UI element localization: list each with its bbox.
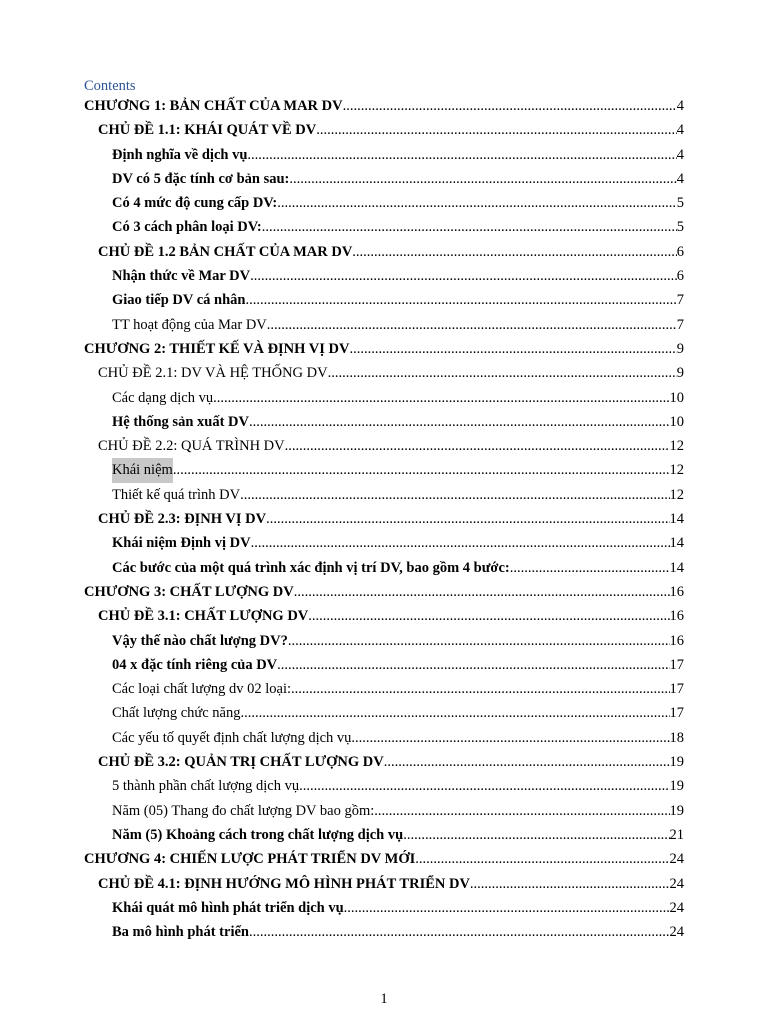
toc-entry-title: 5 thành phần chất lượng dịch vụ [112,778,300,795]
toc-entry[interactable] [112,677,684,701]
toc-entry-title: CHỦ ĐỀ 2.2: QUÁ TRÌNH DV [98,438,285,455]
toc-entry-title: Các bước của một quá trình xác định vị trí DV, bao gồm 4 bước: [112,559,510,576]
toc-dot-leader [247,143,676,167]
toc-entry-title: Hệ thống sản xuất DV [112,413,249,430]
toc-entry[interactable] [112,726,684,750]
toc-entry-page: 17 [669,656,684,673]
toc-dot-leader [245,288,676,312]
toc-entry-page: 17 [669,705,684,722]
toc-entry-page: 24 [669,899,684,916]
toc-entry-page: 24 [669,924,684,941]
toc-entry-page: 19 [669,754,684,771]
toc-entry-page: 14 [669,511,684,528]
toc-entry[interactable] [112,920,684,944]
toc-entry-title: Có 3 cách phân loại DV: [112,219,262,236]
toc-entry-page: 5 [676,195,684,212]
toc-entry-page: 6 [676,243,684,260]
toc-entry-title: Ba mô hình phát triển [112,924,249,941]
toc-entry-page: 4 [676,98,684,114]
toc-entry-page: 4 [676,146,684,163]
toc-entry-title: CHƯƠNG 4: CHIẾN LƯỢC PHÁT TRIỂN DV MỚI [84,851,416,868]
toc-entry-title: Khái quát mô hình phát triển dịch vụ [112,899,344,916]
toc-dot-leader [213,386,669,410]
toc-dot-leader [240,701,669,725]
toc-entry-page: 14 [669,535,684,552]
toc-entry-title: CHỦ ĐỀ 2.3: ĐỊNH VỊ DV [98,511,267,528]
toc-dot-leader [262,215,677,239]
toc-entry-page: 17 [669,681,684,698]
toc-entry[interactable] [112,386,684,410]
toc-entry-page: 19 [669,778,684,795]
toc-entry-page: 9 [676,340,684,357]
toc-dot-leader [470,872,670,896]
toc-entry[interactable] [112,313,684,337]
toc-entry-page: 16 [669,583,684,600]
toc-entry[interactable] [112,288,684,312]
toc-entry-page: 16 [669,632,684,649]
toc-entry-title: Các dạng dịch vụ [112,389,214,406]
toc-dot-leader [299,774,669,798]
toc-entry[interactable] [84,94,684,118]
toc-entry-page: 4 [676,122,684,139]
toc-entry-title: Có 4 mức độ cung cấp DV: [112,195,278,212]
toc-entry-title: Khái niệm [112,458,173,482]
toc-entry-title: CHỦ ĐỀ 2.1: DV VÀ HỆ THỐNG DV [98,365,328,382]
toc-entry[interactable] [112,264,684,288]
toc-entry-page: 24 [669,875,684,892]
toc-dot-leader [249,410,670,434]
toc-entry-title: Nhận thức về Mar DV [112,268,251,285]
toc-entry-title: Vậy thế nào chất lượng DV? [112,632,288,649]
toc-dot-leader [352,240,676,264]
toc-entry[interactable] [112,215,684,239]
toc-entry[interactable] [112,653,684,677]
toc-dot-leader [328,361,677,385]
toc-dot-leader [251,531,670,555]
toc-dot-leader [316,118,677,142]
toc-entry-title: DV có 5 đặc tính cơ bản sau: [112,170,290,187]
toc-dot-leader [374,799,669,823]
toc-entry[interactable] [112,167,684,191]
toc-entry-page: 6 [676,268,684,285]
toc-entry-title: CHƯƠNG 1: BẢN CHẤT CỦA MAR DV [84,98,343,114]
toc-entry-page: 5 [676,219,684,236]
page-number: 1 [380,991,388,1007]
toc-entry[interactable] [112,823,684,847]
toc-entry-title: Thiết kế quá trình DV [112,486,241,503]
toc-heading: Contents [84,78,136,94]
toc-entry[interactable] [98,604,684,628]
toc-entry[interactable] [98,507,684,531]
toc-dot-leader [344,896,670,920]
toc-entry-page: 10 [669,389,684,406]
toc-entry[interactable] [112,774,684,798]
toc-entry[interactable] [98,434,684,458]
toc-dot-leader [285,434,670,458]
toc-entry-page: 16 [669,608,684,625]
toc-entry-title: CHỦ ĐỀ 4.1: ĐỊNH HƯỚNG MÔ HÌNH PHÁT TRIỂN DV [98,875,470,892]
toc-entry-page: 4 [676,170,684,187]
toc-dot-leader [351,726,669,750]
toc-entry-title: CHỦ ĐỀ 1.1: KHÁI QUÁT VỀ DV [98,122,317,139]
toc-entry-page: 7 [676,292,684,309]
toc-dot-leader [349,337,676,361]
toc-dot-leader [173,458,670,482]
toc-dot-leader [277,653,669,677]
toc-entry[interactable] [112,483,684,507]
toc-entry-title: CHỦ ĐỀ 1.2 BẢN CHẤT CỦA MAR DV [98,243,353,260]
toc-entry-page: 24 [669,851,684,868]
toc-entry-title: CHỦ ĐỀ 3.2: QUẢN TRỊ CHẤT LƯỢNG DV [98,754,384,771]
toc-entry[interactable] [98,750,684,774]
toc-entry-title: CHƯƠNG 3: CHẤT LƯỢNG DV [84,583,294,600]
toc-entry[interactable] [112,458,684,482]
toc-dot-leader [240,483,669,507]
toc-entry[interactable] [112,556,684,580]
toc-dot-leader [510,556,670,580]
toc-entry[interactable] [112,143,684,167]
toc-entry[interactable] [84,337,684,361]
toc-dot-leader [277,191,676,215]
toc-entry[interactable] [112,191,684,215]
toc-dot-leader [289,167,676,191]
toc-entry-title: 04 x đặc tính riêng của DV [112,656,278,673]
toc-entry-title: TT hoạt động của Mar DV [112,316,267,333]
toc-dot-leader [249,920,670,944]
toc-entry-title: Giao tiếp DV cá nhân [112,292,246,309]
toc-entry-title: Các loại chất lượng dv 02 loại: [112,681,292,698]
toc-dot-leader [384,750,670,774]
toc-entry[interactable] [98,361,684,385]
toc-dot-leader [308,604,669,628]
toc-dot-leader [291,677,669,701]
toc-entry-page: 19 [669,802,684,819]
toc-entry[interactable] [84,847,684,871]
toc-dot-leader [267,313,677,337]
toc-entry-title: Năm (5) Khoảng cách trong chất lượng dịch vụ [112,826,404,843]
toc-entry-page: 10 [669,413,684,430]
toc-entry-title: Năm (05) Thang đo chất lượng DV bao gồm: [112,802,375,819]
toc-entry-page: 7 [676,316,684,333]
toc-entry[interactable] [112,799,684,823]
table-of-contents [0,94,768,944]
toc-entry[interactable] [112,531,684,555]
toc-entry-page: 9 [676,365,684,382]
toc-dot-leader [415,847,669,871]
toc-entry-title: Các yếu tố quyết định chất lượng dịch vụ [112,729,352,746]
toc-entry[interactable] [98,118,684,142]
toc-entry[interactable] [112,629,684,653]
toc-entry-title: CHỦ ĐỀ 3.1: CHẤT LƯỢNG DV [98,608,309,625]
toc-entry[interactable] [98,240,684,264]
toc-entry[interactable] [98,872,684,896]
toc-entry-page: 14 [669,559,684,576]
toc-dot-leader [288,629,670,653]
toc-entry[interactable] [84,580,684,604]
toc-dot-leader [403,823,669,847]
toc-entry-page: 12 [669,462,684,479]
toc-dot-leader [250,264,677,288]
toc-entry[interactable] [112,410,684,434]
toc-entry-page: 12 [669,486,684,503]
toc-entry-title: Định nghĩa về dịch vụ [112,146,248,163]
toc-entry-page: 21 [669,826,684,843]
toc-entry-title: CHƯƠNG 2: THIẾT KẾ VÀ ĐỊNH VỊ DV [84,340,350,357]
toc-dot-leader [294,580,670,604]
toc-dot-leader [343,94,677,118]
toc-entry-title: Chất lượng chức năng [112,705,241,722]
toc-entry[interactable] [112,701,684,725]
toc-entry-page: 12 [669,438,684,455]
toc-entry-title: Khái niệm Định vị DV [112,535,251,552]
toc-entry-page: 18 [669,729,684,746]
toc-entry[interactable] [112,896,684,920]
toc-dot-leader [266,507,669,531]
